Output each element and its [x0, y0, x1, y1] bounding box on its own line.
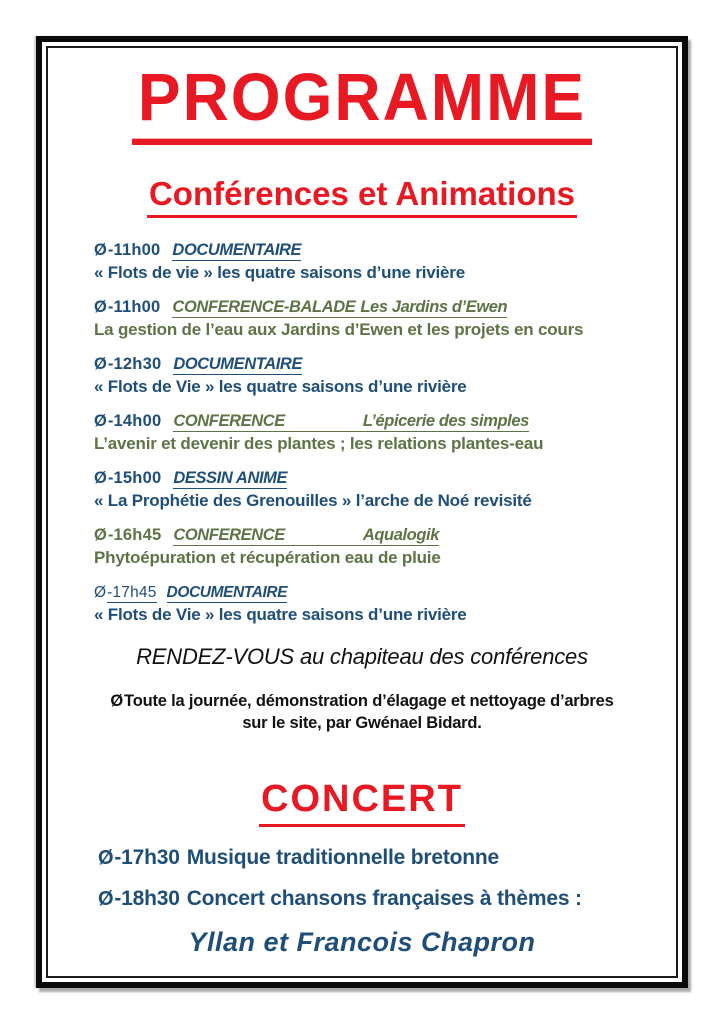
- event-head: [94, 354, 648, 375]
- page-frame-inner: [46, 46, 678, 978]
- event-category: DOCUMENTAIRE: [166, 584, 288, 602]
- event-category: DOCUMENTAIRE: [173, 355, 303, 374]
- event-head: [94, 297, 648, 318]
- event-description: « Flots de vie » les quatre saisons d’une rivière: [94, 263, 465, 283]
- slashed-o-bullet-icon: Ø: [110, 692, 124, 711]
- section-heading: Conférences et Animations: [147, 175, 577, 218]
- slashed-o-bullet-icon: Ø: [94, 584, 107, 602]
- event-description: Phytoépuration et récupération eau de pluie: [94, 548, 441, 568]
- event-subtitle: Les Jardins d’Ewen: [360, 298, 508, 317]
- event-description: « Flots de Vie » les quatre saisons d’une rivière: [94, 605, 467, 625]
- event-row: [94, 297, 648, 341]
- allday-note-line1: [76, 690, 648, 712]
- concert-item: [98, 886, 648, 912]
- event-category: CONFERENCE: [173, 412, 285, 431]
- event-head: [94, 582, 648, 603]
- event-row: [94, 525, 648, 569]
- event-row: [94, 240, 648, 284]
- concert-heading-wrap: [76, 778, 648, 827]
- slashed-o-bullet-icon: Ø: [98, 888, 114, 911]
- slashed-o-bullet-icon: Ø: [94, 469, 107, 488]
- concert-items: [98, 845, 648, 912]
- event-head: [94, 240, 648, 261]
- event-head: [94, 468, 648, 489]
- concert-item: [98, 845, 648, 871]
- events-list: [94, 240, 648, 626]
- event-category: CONFERENCE: [173, 526, 285, 545]
- event-time: -11h00: [107, 241, 161, 260]
- slashed-o-bullet-icon: Ø: [94, 355, 107, 374]
- section-heading-wrap: [76, 175, 648, 218]
- event-head: [94, 411, 648, 432]
- event-head: [94, 525, 648, 546]
- event-description: « Flots de Vie » les quatre saisons d’une rivière: [94, 377, 467, 397]
- concert-item-time: -17h30: [114, 846, 180, 870]
- event-category: DESSIN ANIME: [173, 469, 288, 488]
- event-category: CONFERENCE-BALADE: [172, 298, 356, 317]
- event-row: [94, 354, 648, 398]
- concert-item-label: Musique traditionnelle bretonne: [186, 846, 500, 870]
- page-frame-outer: [36, 36, 688, 988]
- event-time: -15h00: [107, 469, 162, 488]
- performers-line: Yllan et Francois Chapron: [188, 927, 536, 958]
- event-time: -17h45: [107, 584, 157, 602]
- slashed-o-bullet-icon: Ø: [94, 241, 107, 260]
- event-description: L’avenir et devenir des plantes ; les relations plantes-eau: [94, 434, 544, 454]
- allday-note-text1: Toute la journée, démonstration d’élagage et nettoyage d’arbres: [124, 692, 614, 711]
- event-subtitle: Aqualogik: [362, 526, 439, 545]
- allday-note-text2: sur le site, par Gwénael Bidard.: [242, 714, 482, 733]
- slashed-o-bullet-icon: Ø: [94, 298, 107, 317]
- event-subtitle: L’épicerie des simples: [362, 412, 529, 431]
- event-row: [94, 468, 648, 512]
- event-time: -11h00: [107, 298, 161, 317]
- event-time: -14h00: [107, 412, 162, 431]
- event-category: DOCUMENTAIRE: [172, 241, 302, 260]
- event-row: [94, 582, 648, 626]
- slashed-o-bullet-icon: Ø: [98, 847, 114, 870]
- event-time: -12h30: [107, 355, 162, 374]
- page-title-wrap: [76, 58, 648, 143]
- slashed-o-bullet-icon: Ø: [94, 412, 107, 431]
- event-description: « La Prophétie des Grenouilles » l’arche de Noé revisité: [94, 491, 532, 511]
- concert-item-label: Concert chansons françaises à thèmes :: [186, 887, 582, 911]
- event-description: La gestion de l’eau aux Jardins d’Ewen et les projets en cours: [94, 320, 584, 340]
- rendezvous-note: RENDEZ-VOUS au chapiteau des conférences: [136, 644, 588, 670]
- slashed-o-bullet-icon: Ø: [94, 526, 107, 545]
- event-row: [94, 411, 648, 455]
- concert-heading: CONCERT: [259, 778, 465, 827]
- concert-item-time: -18h30: [114, 887, 180, 911]
- allday-note: [76, 690, 648, 734]
- event-time: -16h45: [107, 526, 162, 545]
- page-title: PROGRAMME: [132, 62, 592, 145]
